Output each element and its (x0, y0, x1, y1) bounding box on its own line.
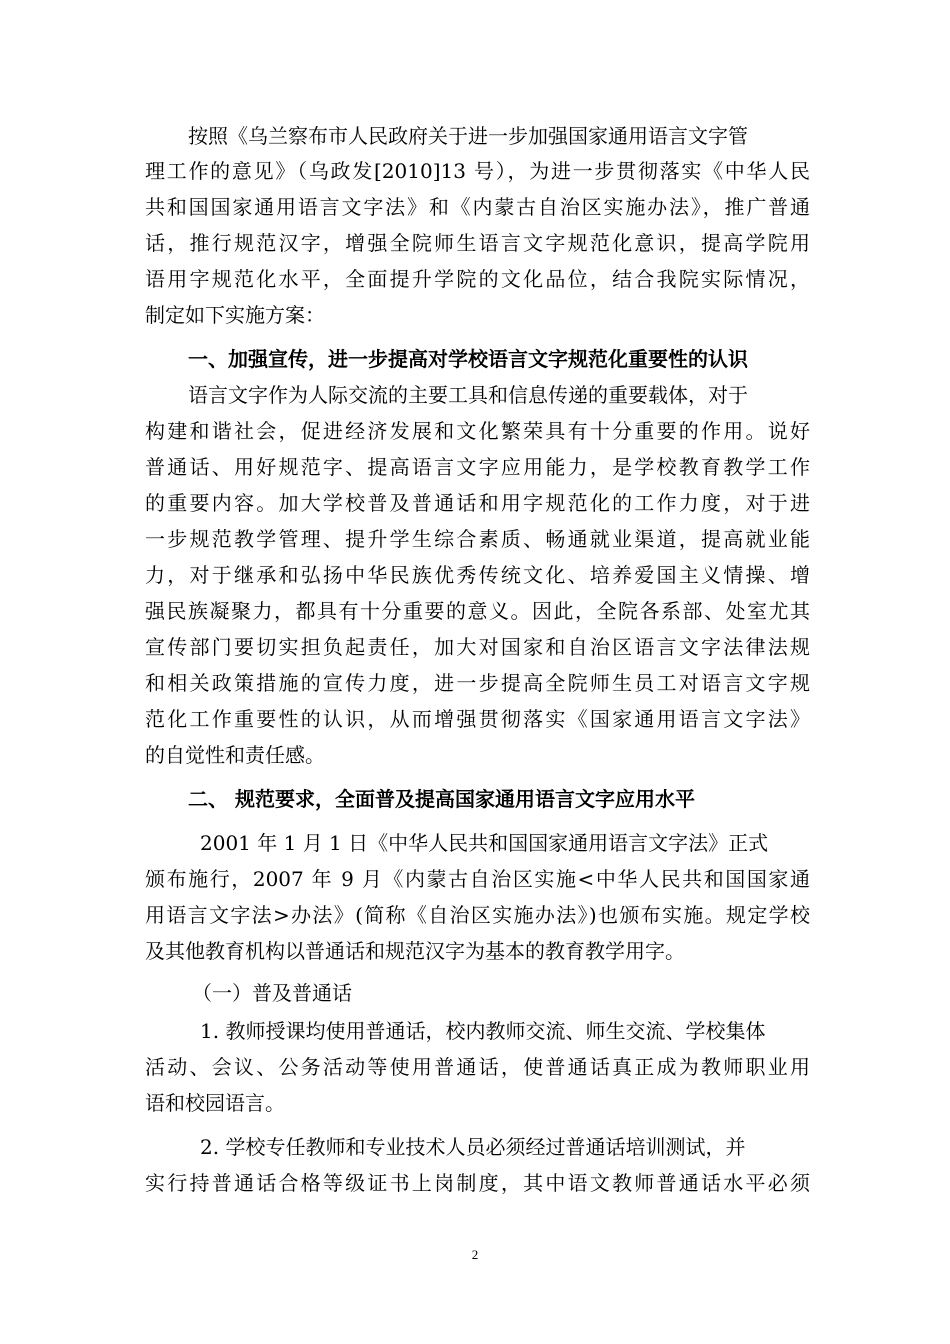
paragraph-line: 颁布施行，2007 年 9 月《内蒙古自治区实施<中华人民共和国国家通 (145, 867, 810, 891)
paragraph-line: 理工作的意见》（乌政发[2010]13 号），为进一步贯彻落实《中华人民 (145, 159, 810, 183)
paragraph-line: 的重要内容。加大学校普及普通话和用字规范化的工作力度，对于进 (145, 491, 810, 515)
paragraph-line: 及其他教育机构以普通话和规范汉字为基本的教育教学用字。 (145, 939, 685, 963)
paragraph-line: 力，对于继承和弘扬中华民族优秀传统文化、培养爱国主义情操、增 (145, 563, 810, 587)
paragraph-line: 语和校园语言。 (145, 1091, 285, 1115)
section-heading: 二、 规范要求，全面普及提高国家通用语言文字应用水平 (188, 787, 695, 811)
subsection-heading: （一）普及普通话 (192, 981, 352, 1005)
paragraph-line: 语用字规范化水平，全面提升学院的文化品位，结合我院实际情况， (145, 267, 810, 291)
paragraph-line: 强民族凝聚力，都具有十分重要的意义。因此，全院各系部、处室尤其 (145, 599, 810, 623)
paragraph-line: 2001 年 1 月 1 日《中华人民共和国国家通用语言文字法》正式 (200, 831, 769, 855)
paragraph-line: 用语言文字法>办法》(简称《自治区实施办法》)也颁布实施。规定学校 (145, 903, 810, 927)
paragraph-line: 宣传部门要切实担负起责任，加大对国家和自治区语言文字法律法规 (145, 635, 810, 659)
paragraph-line: 构建和谐社会，促进经济发展和文化繁荣具有十分重要的作用。说好 (145, 419, 810, 443)
paragraph-line: 一步规范教学管理、提升学生综合素质、畅通就业渠道，提高就业能 (145, 527, 810, 551)
paragraph-line: 和相关政策措施的宣传力度，进一步提高全院师生员工对语言文字规 (145, 671, 810, 695)
paragraph-line: 的自觉性和责任感。 (145, 743, 325, 767)
paragraph-line: 范化工作重要性的认识，从而增强贯彻落实《国家通用语言文字法》 (145, 707, 810, 731)
paragraph-line: 语言文字作为人际交流的主要工具和信息传递的重要载体，对于 (188, 383, 748, 407)
paragraph-line: 实行持普通话合格等级证书上岗制度，其中语文教师普通话水平必须 (145, 1171, 810, 1195)
paragraph-line: 1. 教师授课均使用普通话，校内教师交流、师生交流、学校集体 (200, 1019, 766, 1043)
paragraph-line: 制定如下实施方案： (145, 303, 325, 327)
paragraph-line: 共和国国家通用语言文字法》和《内蒙古自治区实施办法》，推广普通 (145, 195, 810, 219)
section-heading: 一、加强宣传，进一步提高对学校语言文字规范化重要性的认识 (188, 347, 748, 371)
paragraph-line: 活动、会议、公务活动等使用普通话，使普通话真正成为教师职业用 (145, 1055, 810, 1079)
paragraph-line: 按照《乌兰察布市人民政府关于进一步加强国家通用语言文字管 (188, 124, 748, 148)
paragraph-line: 话，推行规范汉字，增强全院师生语言文字规范化意识，提高学院用 (145, 231, 810, 255)
paragraph-line: 普通话、用好规范字、提高语言文字应用能力，是学校教育教学工作 (145, 455, 810, 479)
page-number: 2 (471, 1247, 479, 1262)
paragraph-line: 2. 学校专任教师和专业技术人员必须经过普通话培训测试，并 (200, 1135, 746, 1159)
